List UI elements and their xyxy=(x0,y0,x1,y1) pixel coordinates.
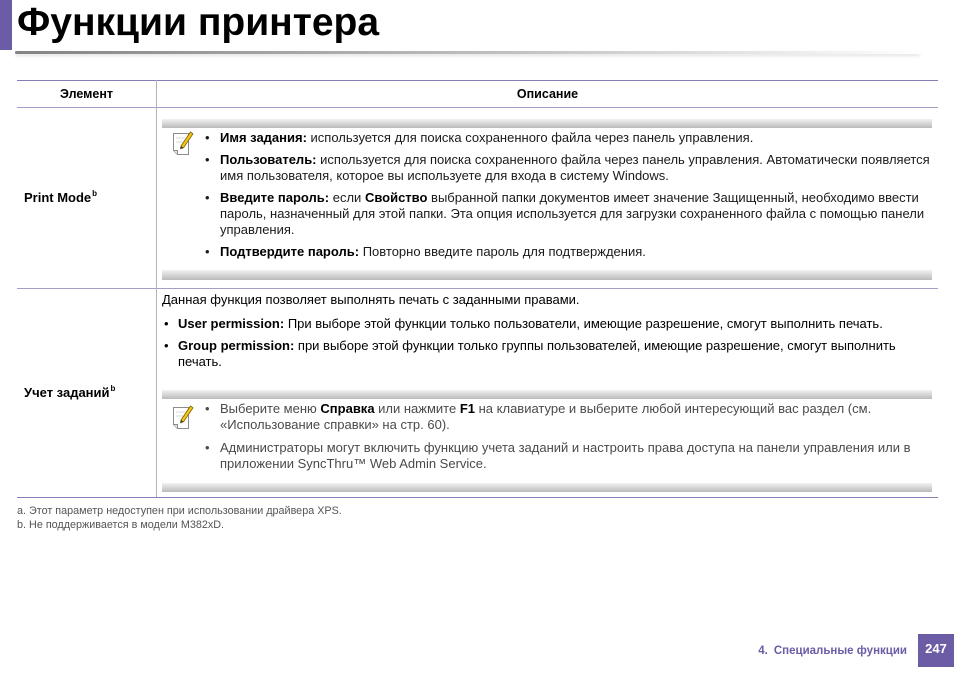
note-top-bar xyxy=(162,390,932,399)
footnotes xyxy=(17,504,342,532)
item-text: При выборе этой функции только пользователи, имеющие разрешение, смогут выполнить печать. xyxy=(284,316,883,331)
item-term: Имя задания: xyxy=(220,130,307,145)
item-text: если xyxy=(329,190,365,205)
item-text: или нажмите xyxy=(374,401,460,416)
key-name: F1 xyxy=(459,401,476,416)
footnote-text: Этот параметр недоступен при использовании драйвера XPS. xyxy=(29,505,342,517)
footnote-text: Не поддерживается в модели M382xD. xyxy=(29,519,225,531)
description-intro: Данная функция позволяет выполнять печать с заданными правами. xyxy=(162,292,580,307)
note-box xyxy=(162,390,932,492)
item-text: Администраторы могут включить функцию учета заданий и настроить права доступа на панели управления или в приложении SyncThru™ Web Admin Service. xyxy=(220,440,911,471)
element-label xyxy=(24,190,97,206)
note-top-bar xyxy=(162,119,932,128)
page-number: 247 xyxy=(918,634,954,667)
item-text: используется для поиска сохраненного файла через панель управления. xyxy=(306,130,754,145)
chapter-number: 4. xyxy=(758,645,768,657)
list-item xyxy=(220,244,932,260)
list-item xyxy=(220,190,932,238)
permission-list xyxy=(162,316,932,370)
item-term: Пользователь: xyxy=(220,152,317,167)
item-text: выбранной папки документов имеет значение Защищенный, необходимо ввести пароль, назначенный для этой папки. Эта опция используется для загрузки сохраненного файла с помощью панели управления. xyxy=(220,190,925,237)
table-row-element-cell xyxy=(17,108,156,288)
features-table xyxy=(17,80,938,498)
title-accent-bar xyxy=(0,0,12,50)
item-text: Повторно введите пароль для подтверждения. xyxy=(359,244,646,259)
description-body xyxy=(162,292,932,376)
note-pencil-icon xyxy=(172,403,194,430)
item-term: Подтвердите пароль: xyxy=(220,244,360,259)
footnote-label: a. xyxy=(17,505,27,517)
item-term: Group permission: xyxy=(178,338,295,353)
footer-chapter xyxy=(758,643,907,659)
note-list xyxy=(220,401,932,479)
item-text: при выборе этой функции только группы пользователей, имеющие разрешение, смогут выполнить печать. xyxy=(178,338,896,369)
list-item xyxy=(162,338,932,370)
list-item xyxy=(220,152,932,184)
item-text: на клавиатуре и выберите любой интересующий вас раздел (см. «Использование справки» на стр. 60). xyxy=(220,401,872,432)
footnote-ref: b xyxy=(92,188,98,198)
item-term: Свойство xyxy=(364,190,428,205)
table-header-description: Описание xyxy=(516,87,579,101)
note-pencil-icon xyxy=(172,129,194,156)
table-border-bottom xyxy=(17,497,938,498)
item-term: User permission: xyxy=(178,316,285,331)
note-list xyxy=(220,130,932,266)
note-bottom-bar xyxy=(162,483,932,492)
element-label xyxy=(24,385,115,401)
title-underline xyxy=(15,51,920,54)
list-item xyxy=(162,316,932,332)
note-box xyxy=(162,119,932,280)
table-column-divider xyxy=(156,80,157,497)
menu-name: Справка xyxy=(320,401,375,416)
table-header-element: Элемент xyxy=(59,87,113,101)
item-term: Введите пароль: xyxy=(220,190,330,205)
element-name: Print Mode xyxy=(24,190,92,205)
footnote-a xyxy=(17,504,342,518)
table-row-element-cell xyxy=(17,289,156,497)
list-item xyxy=(220,440,932,472)
list-item xyxy=(220,401,932,433)
list-item xyxy=(220,130,932,146)
footnote-ref: b xyxy=(110,383,116,393)
element-name: Учет заданий xyxy=(24,385,110,400)
item-text: Выберите меню xyxy=(220,401,321,416)
page-title: Функции принтера xyxy=(17,1,380,44)
chapter-title: Специальные функции xyxy=(773,645,907,657)
item-text: используется для поиска сохраненного файла через панель управления. Автоматически появляется имя пользователя, которое вы используете для входа в систему Windows. xyxy=(220,152,930,183)
footnote-label: b. xyxy=(17,519,27,531)
note-bottom-bar xyxy=(162,270,932,280)
footnote-b xyxy=(17,518,342,532)
